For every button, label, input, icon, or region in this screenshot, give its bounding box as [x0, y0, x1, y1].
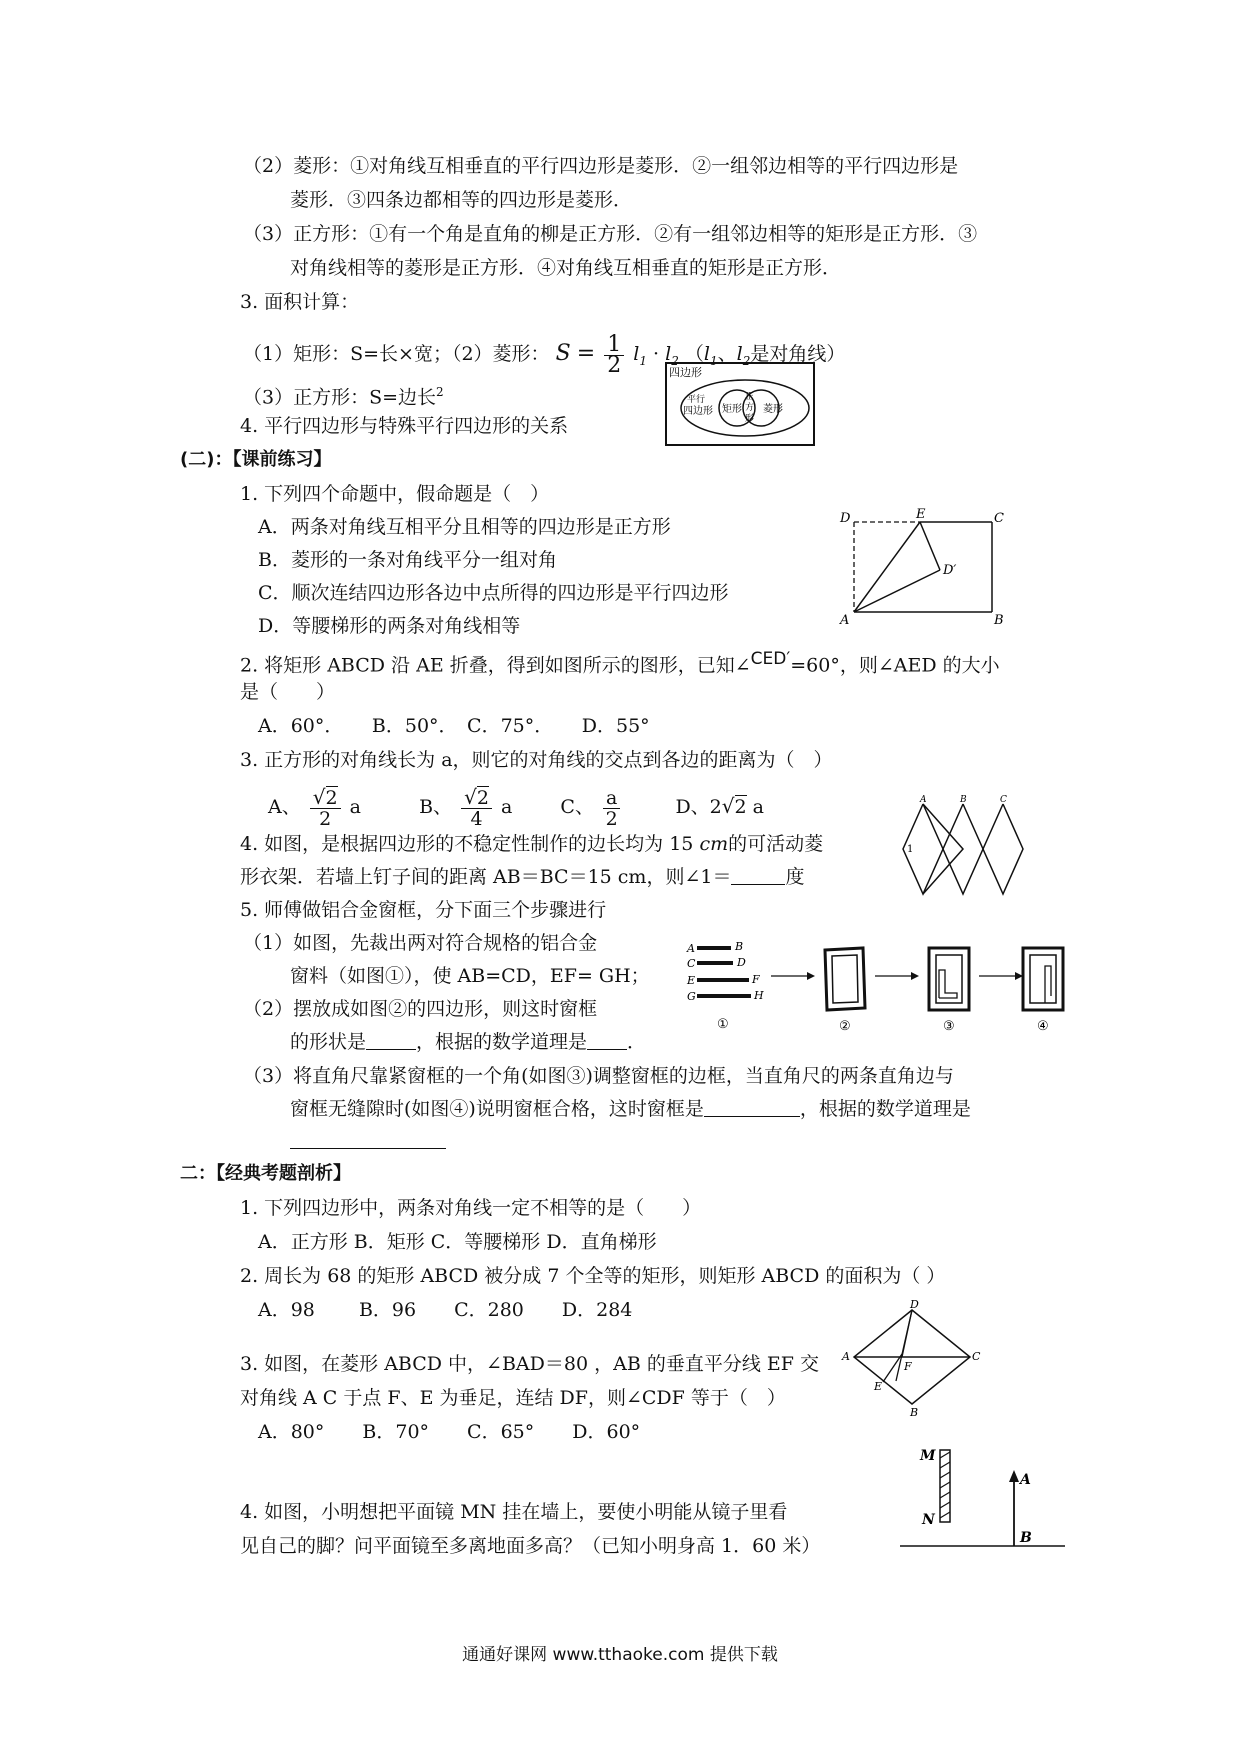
folded-rectangle-figure — [840, 507, 1010, 628]
venn-label-quadrilateral: 四边形 — [669, 366, 702, 379]
unit-cm: cm — [699, 833, 729, 855]
bar-label-f: F — [752, 973, 760, 986]
fraction-numerator: 1 — [604, 335, 624, 356]
diagonal-l1: $l_1$ — [633, 343, 647, 368]
ex4-stem-line-1: 4. 如图，小明想把平面镜 MN 挂在墙上，要使小明能从镜子里看 — [240, 1501, 788, 1523]
rhombus-label-a: A — [842, 1350, 850, 1363]
q5-reason-blank[interactable] — [587, 1029, 627, 1050]
fold-label-e: E — [916, 507, 926, 522]
hanger-figure — [895, 796, 1025, 906]
q5-step-3-line-1: （3）将直角尺靠紧窗框的一个角(如图③)调整窗框的边框，当直角尺的两条直角边与 — [243, 1065, 954, 1087]
q3-option-a-var: a — [349, 796, 361, 818]
q5-shape-blank[interactable] — [366, 1029, 416, 1050]
q3-stem: 3. 正方形的对角线长为 a，则它的对角线的交点到各边的距离为（ ） — [240, 749, 833, 771]
bar-label-b: B — [735, 940, 744, 953]
q2-stem-text: 2. 将矩形 ABCD 沿 AE 折叠，得到如图所示的图形，已知∠ — [240, 654, 751, 677]
mirror-label-m: M — [920, 1448, 936, 1464]
q2-stem-line-1 — [240, 645, 1000, 679]
mirror-label-n: N — [922, 1512, 935, 1528]
quadrilateral-venn-diagram — [665, 362, 815, 446]
window-step-1 — [686, 940, 764, 1032]
area-symbol: S — [555, 341, 571, 366]
dot-operator: · — [653, 343, 660, 365]
fold-label-d-prime: D′ — [943, 563, 957, 578]
q5-stem: 5. 师傅做铝合金窗框，分下面三个步骤进行 — [240, 899, 607, 921]
square-area-line — [243, 378, 444, 411]
rhombus-label-b: B — [910, 1406, 919, 1419]
q3-option-a-label: A、 — [268, 796, 301, 818]
ex1-stem: 1. 下列四边形中，两条对角线一定不相等的是（ ） — [240, 1197, 702, 1219]
fold-label-d: D — [840, 511, 851, 526]
equals-sign: = — [576, 341, 596, 366]
bar-label-c: C — [687, 957, 696, 970]
ex3-options: A．80° B．70° C．65° D．60° — [258, 1421, 641, 1443]
venn-label-rhombus: 菱形 — [763, 404, 783, 415]
q1-option-a: A．两条对角线互相平分且相等的四边形是正方形 — [258, 516, 671, 538]
q2-stem-text-2: =60°，则∠AED 的大小 — [790, 654, 1000, 677]
rhombus-label-c: C — [972, 1350, 981, 1363]
rhombus-label-e: E — [874, 1380, 883, 1393]
q2-stem-line-2: 是（ ） — [240, 681, 336, 703]
q2-angle-label: CED′ — [750, 649, 791, 669]
half-fraction — [604, 331, 624, 378]
window-step-4 — [1023, 948, 1063, 1034]
q2-options: A．60°． B．50°． C．75°． D．55° — [258, 715, 650, 737]
q4-stem-line-1: 4. 如图，是根据四边形的不稳定性制作的边长均为 15 cm的可活动菱 — [240, 833, 824, 855]
q5-step-2-line-2: 的形状是 ，根据的数学道理是 ． — [290, 1031, 647, 1053]
q1-option-c: C．顺次连结四边形各边中点所得的四边形是平行四边形 — [258, 582, 729, 604]
rhombus-label-f: F — [904, 1360, 912, 1373]
venn-label-rectangle: 矩形 — [722, 404, 742, 415]
ex4-stem-line-2: 见自己的脚？问平面镜至多离地面多高？（已知小明身高 1．60 米） — [240, 1535, 821, 1557]
bar-label-h: H — [754, 989, 764, 1002]
formula-note-open: （ — [684, 343, 704, 365]
page-footer: 通通好课网 www.tthaoke.com 提供下载 — [462, 1645, 778, 1665]
q5-step-1-line-1: （1）如图，先裁出两对符合规格的铝合金 — [243, 932, 598, 954]
relationship-heading: 4. 平行四边形与特殊平行四边形的关系 — [240, 415, 569, 437]
q3-option-d-radicand: 2 — [734, 796, 747, 818]
rhombus-figure — [840, 1298, 981, 1419]
bar-label-e: E — [687, 974, 696, 987]
note-separator: 、 — [717, 343, 737, 365]
q3-option-b-label: B、 — [419, 796, 453, 818]
fold-label-c: C — [994, 511, 1004, 526]
venn-label-square-1: 正 — [745, 392, 755, 402]
rhombus-criteria-line-2: 菱形．③四条边都相等的四边形是菱形． — [290, 189, 633, 211]
square-area-exponent: 2 — [436, 385, 444, 399]
square-area-text: （3）正方形：S=边长 — [243, 386, 437, 409]
q5-frame-blank[interactable] — [704, 1096, 800, 1117]
mirror-label-b: B — [1020, 1530, 1032, 1546]
q5-final-blank[interactable] — [290, 1148, 446, 1149]
hanger-label-b: B — [960, 795, 967, 805]
rhombus-criteria-line-1: （2）菱形：①对角线互相垂直的平行四边形是菱形．②一组邻边相等的平行四边形是 — [243, 155, 959, 177]
hanger-label-a: A — [920, 795, 927, 805]
hanger-label-c: C — [1000, 795, 1007, 805]
q3-option-b-var: a — [501, 796, 513, 818]
window-step-number-1: ① — [717, 1017, 729, 1032]
q3-option-c-label: C、 — [560, 796, 594, 818]
section-classic-problems: 二：【经典考题剖析】 — [180, 1163, 351, 1184]
venn-label-parallel-top: 平行 — [687, 395, 706, 405]
venn-label-square-2: 方 — [745, 403, 755, 413]
venn-label-square-3: 形 — [745, 414, 755, 424]
formula-note-close: 是对角线） — [750, 343, 846, 365]
section-pre-class-practice: (二)：【课前练习】 — [180, 449, 332, 470]
mirror-figure — [890, 1442, 1070, 1562]
q3-option-d-label: D、2 — [675, 796, 722, 818]
q3-option-a-fraction: $\frac{√2}{2}$ — [310, 787, 341, 829]
q3-option-d-var: a — [752, 796, 764, 818]
q3-option-b-fraction: $\frac{√2}{4}$ — [461, 787, 492, 829]
q5-step-3-line-2: 窗框无缝隙时(如图④)说明窗框合格，这时窗框是 ，根据的数学道理是 — [290, 1098, 971, 1120]
fold-label-b: B — [994, 613, 1004, 628]
q4-answer-blank[interactable] — [731, 864, 785, 885]
bar-label-g: G — [687, 990, 696, 1003]
ex2-stem: 2. 周长为 68 的矩形 ABCD 被分成 7 个全等的矩形，则矩形 ABCD 的面积为（ ） — [240, 1265, 946, 1287]
fold-label-a: A — [840, 613, 850, 628]
ex2-options: A．98 B．96 C．280 D．284 — [258, 1299, 633, 1321]
window-step-number-3: ③ — [943, 1019, 955, 1034]
fraction-denominator: 2 — [607, 352, 622, 378]
bar-label-a: A — [687, 942, 695, 955]
diagonal-l2: $l_2$ — [665, 343, 679, 368]
window-frame-figure — [685, 938, 1065, 1038]
q5-step-2-line-1: （2）摆放成如图②的四边形，则这时窗框 — [243, 998, 598, 1020]
q4-stem-line-2: 形衣架．若墙上钉子间的距离 AB＝BC＝15 cm，则∠1＝ 度 — [240, 866, 805, 888]
q3-options — [268, 778, 764, 835]
q1-option-b: B．菱形的一条对角线平分一组对角 — [258, 549, 557, 571]
q3-option-d-root: √ — [721, 794, 735, 818]
window-step-number-4: ④ — [1037, 1019, 1049, 1034]
area-heading: 3. 面积计算： — [240, 291, 360, 313]
q5-step-1-line-2: 窗料（如图①），使 AB=CD，EF= GH； — [290, 965, 650, 987]
window-step-3 — [929, 948, 969, 1034]
note-l2: $l_2$ — [736, 343, 751, 368]
rhombus-label-d: D — [910, 1298, 919, 1311]
q3-option-c-fraction: $\frac{a}{2}$ — [603, 788, 620, 829]
note-l1: $l_1$ — [703, 343, 718, 368]
bar-label-d: D — [737, 956, 746, 969]
q1-stem: 1. 下列四个命题中，假命题是（ ） — [240, 483, 550, 505]
ex1-options: A．正方形 B．矩形 C．等腰梯形 D．直角梯形 — [258, 1231, 657, 1253]
mirror-label-a: A — [1020, 1472, 1031, 1488]
square-criteria-line-2: 对角线相等的菱形是正方形．④对角线互相垂直的矩形是正方形． — [290, 257, 842, 279]
square-criteria-line-1: （3）正方形：①有一个角是直角的柳是正方形．②有一组邻边相等的矩形是正方形．③ — [243, 223, 978, 245]
window-step-2 — [825, 948, 865, 1034]
q1-option-d: D．等腰梯形的两条对角线相等 — [258, 615, 521, 637]
area-formula-label: （1）矩形：S=长×宽；（2）菱形： — [243, 343, 550, 365]
window-step-number-2: ② — [839, 1019, 851, 1034]
hanger-label-angle-1: 1 — [907, 844, 914, 855]
ex3-stem-line-1: 3. 如图，在菱形 ABCD 中，∠BAD＝80 ，AB 的垂直平分线 EF 交 — [240, 1353, 819, 1375]
ex3-stem-line-2: 对角线 A C 于点 F、E 为垂足，连结 DF，则∠CDF 等于（ ） — [240, 1387, 786, 1409]
venn-label-parallel-bottom: 四边形 — [683, 406, 713, 417]
